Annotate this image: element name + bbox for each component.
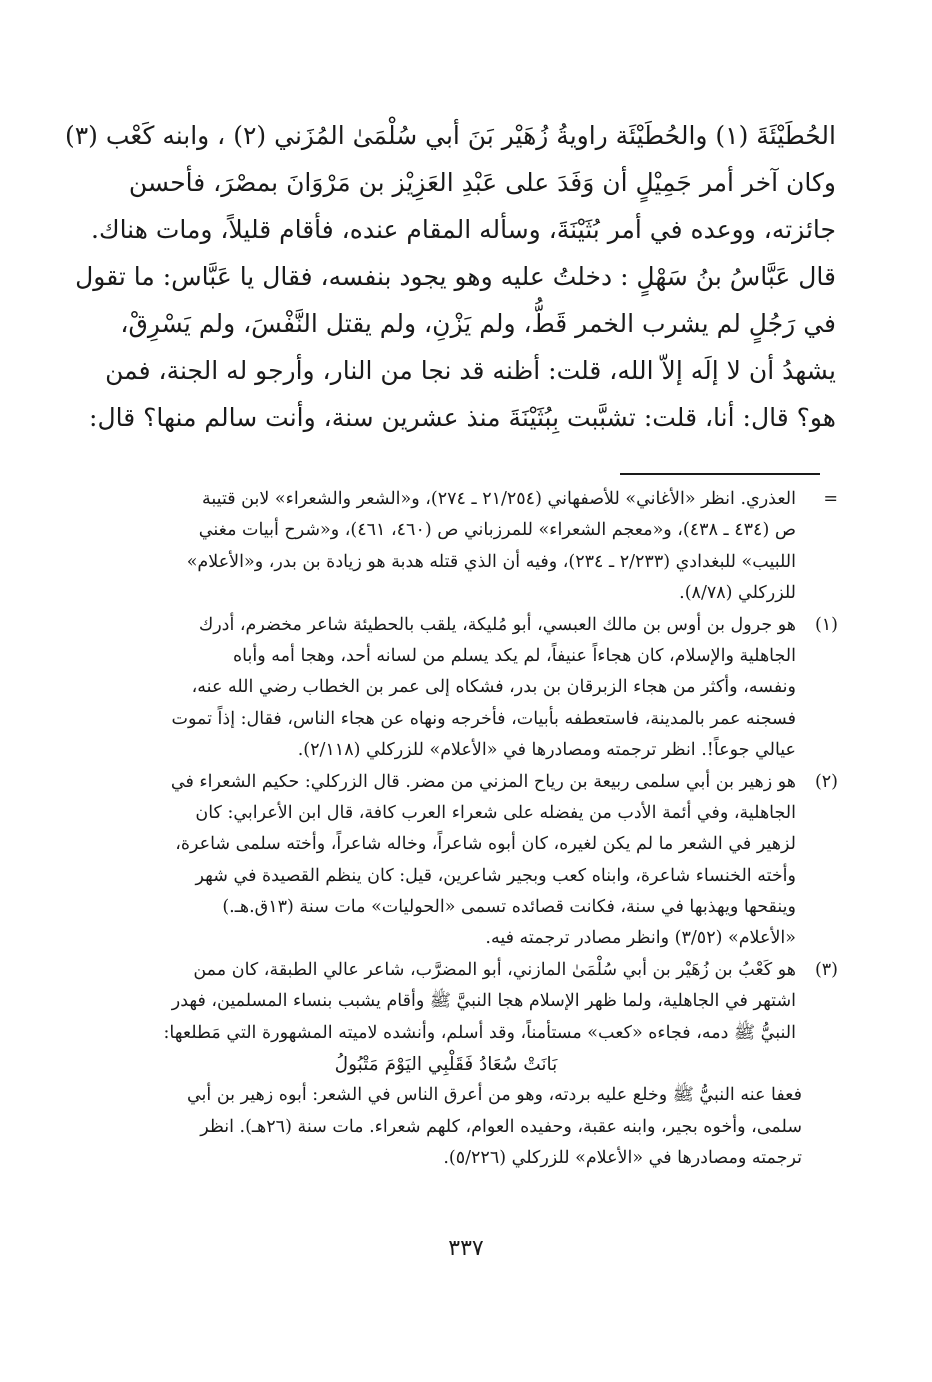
footnote-marker: (٢) (814, 771, 838, 792)
footnote-1 (96, 610, 838, 767)
footnote-separator (620, 473, 820, 475)
footnote-line: وينقحها ويهذبها في سنة، فكانت قصائده تسمى «الحوليات» مات سنة (١٣ق.هـ.) (222, 897, 796, 918)
footnote-marker: (٣) (814, 959, 838, 980)
footnote-line: الجاهلية والإسلام، كان هجاءاً عنيفاً، لم يكد يسلم من لسانه أحد، وهجا أمه وأباه (233, 645, 796, 666)
footnote-line: النبيُّ ﷺ دمه، فجاءه «كعب» مستأمناً، وقد أسلم، وأنشده لاميته المشهورة التي مَطلعها: (163, 1022, 796, 1043)
footnote-3 (96, 955, 838, 1175)
main-line: قال عَبَّاسُ بنُ سَهْلٍ : دخلتُ عليه وهو يجود بنفسه، فقال يا عَبَّاس: ما تقول (75, 262, 836, 291)
footnote-line: لزهير في الشعر ما لم يكن لغيره، كان أبوه شاعراً، وخاله شاعراً، وأخته سلمى شاعرة، (175, 834, 796, 855)
footnote-line: فعفا عنه النبيُّ ﷺ وخلع عليه بردته، وهو من أعرق الناس في الشعر: أبوه زهير بن أبي (186, 1085, 802, 1106)
footnote-line: «الأعلام» (٣/٥٢) وانظر مصادر ترجمته فيه. (485, 928, 796, 949)
footnote-line: هو كَعْبُ بن زُهَيْر بن أبي سُلْمَىٰ المازني، أبو المضرَّب، شاعر عالي الطبقة، كان ممن (193, 959, 796, 980)
footnote-line: اشتهر في الجاهلية، ولما ظهر الإسلام هجا النبيَّ ﷺ وأقام يشبب بنساء المسلمين، فهدر (171, 991, 796, 1012)
footnote-line: هو زهير بن أبي سلمى ربيعة بن رياح المزني من مضر. قال الزركلي: حكيم الشعراء في (170, 771, 796, 792)
footnote-line: فسجنه عمر بالمدينة، فاستعطفه بأبيات، فأخرجه ونهاه عن هجاء الناس، فقال: إذاً تموت (171, 708, 796, 729)
footnote-marker: (١) (814, 614, 838, 635)
footnote-line: العذري. انظر «الأغاني» للأصفهاني (٢١/٢٥٤ ـ ٢٧٤)، و«الشعر والشعراء» لابن قتيبة (202, 489, 796, 509)
footnote-line: ترجمته ومصادرها في «الأعلام» للزركلي (٥/٢٢٦). (443, 1148, 802, 1169)
main-text-block (64, 112, 836, 441)
footnotes-block (96, 484, 838, 1175)
main-line: جائزته، ووعده في أمر بُثَيْنَةَ، وسأله المقام عنده، فأقام قليلاً، ومات هناك. (91, 215, 836, 244)
footnote-verse: بَانَتْ سُعَادُ فَقَلْبِي اليَوْمَ مَتْبُولُ (334, 1054, 558, 1076)
footnote-continued (96, 484, 838, 610)
main-line: وكان آخر أمر جَمِيْلٍ أن وَفَدَ على عَبْدِ العَزِيْز بن مَرْوَانَ بمصْرَ، فأحسن (128, 168, 836, 197)
footnote-line: ونفسه، وأكثر من هجاء الزبرقان بن بدر، فشكاه إلى عمر بن الخطاب رضي الله عنه، (191, 677, 796, 698)
main-line: الحُطَيْئَةَ (١) والحُطَيْئَة راويةُ زُهَيْر بَنَ أبي سُلْمَىٰ المُزَني (٢) ، وابنه كَعْب (٣) (64, 121, 836, 150)
footnote-line: سلمى، وأخوه بجير، وابنه عقبة، وحفيده العوام، كلهم شعراء. مات سنة (٢٦هـ). انظر (200, 1116, 802, 1137)
footnote-line: اللبيب» للبغدادي (٢/٢٣٣ ـ ٢٣٤)، وفيه أن الذي قتله هدبة هو زيادة بن بدر، و«الأعلام» (186, 551, 796, 572)
footnote-line: عيالي جوعاً!. انظر ترجمته ومصادرها في «الأعلام» للزركلي (٢/١١٨). (297, 740, 796, 761)
footnote-line: هو جرول بن أوس بن مالك العبسي، أبو مُليكة، يلقب بالحطيئة شاعر مخضرم، أدرك (198, 614, 796, 635)
footnote-line: للزركلي (٨/٧٨). (679, 583, 796, 604)
footnote-line: وأخته الخنساء شاعرة، وابناه كعب وبجير شاعرين، قيل: كان ينظم القصيدة في شهر (195, 865, 796, 886)
page-number: ٣٣٧ (448, 1236, 484, 1261)
footnote-2 (96, 767, 838, 955)
footnote-marker: = (823, 489, 838, 509)
main-line: يشهدُ أن لا إلَه إلاّ الله، قلت: أظنه قد نجا من النار، وأرجو له الجنة، فمن (105, 356, 836, 385)
footnote-line: ص (٤٣٤ ـ ٤٣٨)، و«معجم الشعراء» للمرزباني ص (٤٦٠، ٤٦١)، و«شرح أبيات مغني (198, 520, 796, 541)
footnote-line: الجاهلية، وفي أئمة الأدب من يفضله على شعراء العرب كافة، قال ابن الأعرابي: كان (195, 802, 796, 823)
main-line: في رَجُلٍ لم يشرب الخمر قَطُّ، ولم يَزْنِ، ولم يقتل النَّفْسَ، ولم يَسْرِقْ، (120, 309, 836, 338)
main-line: هو؟ قال: أنا، قلت: تشبَّبت بِبُثَيْنَةَ منذ عشرين سنة، وأنت سالم منها؟ قال: (89, 403, 836, 432)
